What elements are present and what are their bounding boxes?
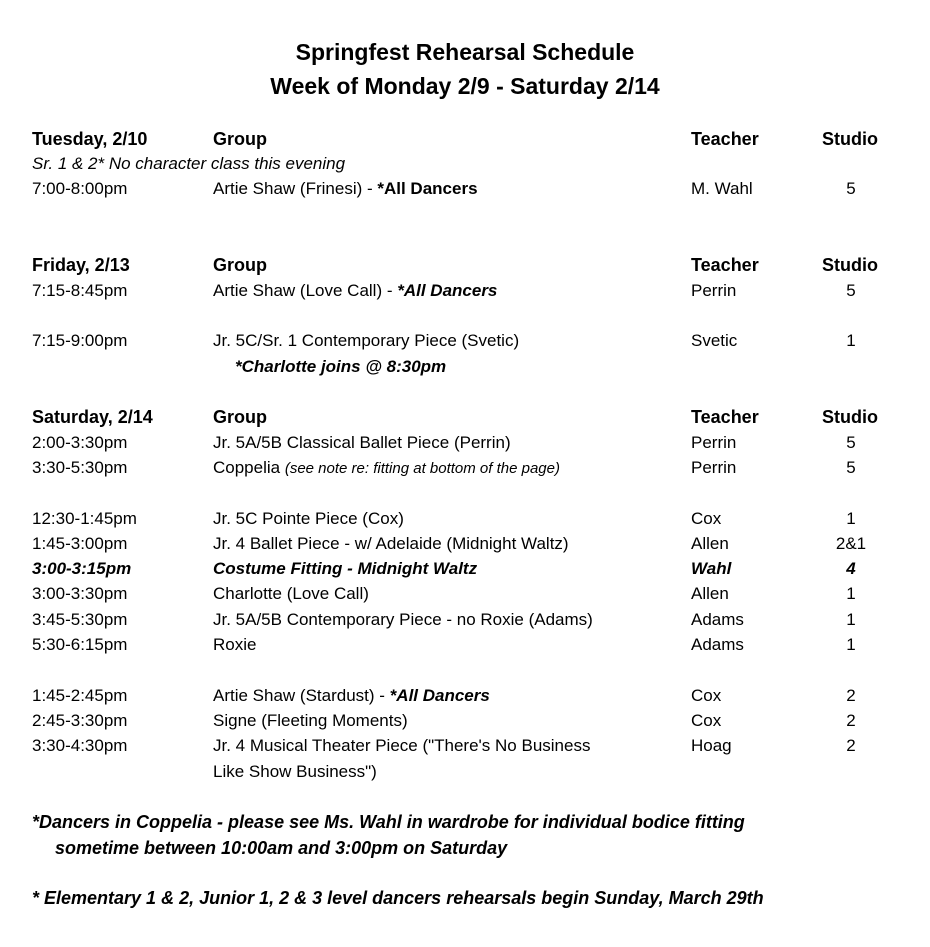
schedule-row — [0, 177, 930, 201]
footnote-row — [0, 836, 930, 860]
row-teacher: Adams — [691, 635, 744, 654]
footnote-row — [0, 886, 930, 910]
row-teacher: Perrin — [691, 281, 737, 300]
row-group: Jr. 4 Ballet Piece - w/ Adelaide (Midnight Waltz) — [213, 534, 569, 553]
sub-note-row — [0, 355, 930, 379]
row-group: Charlotte (Love Call) — [213, 584, 369, 603]
row-time: 7:15-8:45pm — [32, 281, 128, 300]
row-group — [213, 456, 560, 481]
row-studio: 4 — [846, 559, 856, 578]
schedule-row — [0, 279, 930, 303]
row-studio: 1 — [846, 610, 856, 629]
row-studio: 5 — [846, 458, 856, 477]
row-time: 3:00-3:15pm — [32, 559, 132, 578]
row-teacher: Hoag — [691, 736, 732, 755]
group-text: Artie Shaw (Stardust) - — [213, 686, 390, 705]
row-time: 3:45-5:30pm — [32, 610, 128, 629]
row-studio: 2&1 — [835, 534, 867, 553]
row-group: Jr. 5C/Sr. 1 Contemporary Piece (Svetic) — [213, 331, 520, 350]
group-text: Artie Shaw (Love Call) - — [213, 281, 398, 300]
tuesday-note: Sr. 1 & 2* No character class this evening — [32, 154, 346, 173]
row-studio: 1 — [846, 635, 856, 654]
row-teacher: Cox — [691, 509, 722, 528]
row-teacher: Cox — [691, 711, 722, 730]
row-teacher: Svetic — [691, 331, 738, 350]
group-column-header: Group — [213, 255, 267, 275]
row-time: 2:00-3:30pm — [32, 433, 128, 452]
row-teacher: Allen — [691, 534, 729, 553]
row-time: 3:30-4:30pm — [32, 736, 128, 755]
row-group: Jr. 5C Pointe Piece (Cox) — [213, 509, 404, 528]
schedule-row — [0, 532, 930, 556]
coppelia-footnote: *Dancers in Coppelia - please see Ms. Wahl in wardrobe for individual bodice fitting — [32, 812, 745, 832]
group-text: Coppelia — [213, 458, 285, 477]
schedule-row — [0, 633, 930, 657]
studio-column-header: Studio — [822, 407, 878, 427]
row-studio: 1 — [846, 584, 856, 603]
row-group: Costume Fitting - Midnight Waltz — [213, 559, 478, 578]
row-time: 1:45-2:45pm — [32, 686, 128, 705]
day-heading: Friday, 2/13 — [32, 255, 130, 275]
group-emphasis: *All Dancers — [377, 179, 478, 198]
row-teacher: Cox — [691, 686, 722, 705]
schedule-row — [0, 684, 930, 708]
group-emphasis: *All Dancers — [397, 281, 498, 300]
day-heading: Saturday, 2/14 — [32, 407, 153, 427]
row-group: Jr. 4 Musical Theater Piece ("There's No Business — [213, 736, 591, 755]
row-teacher: Perrin — [691, 458, 737, 477]
costume-fitting-row — [0, 557, 930, 581]
schedule-row — [0, 582, 930, 606]
row-teacher: Allen — [691, 584, 729, 603]
row-group: Signe (Fleeting Moments) — [213, 711, 408, 730]
row-time: 7:00-8:00pm — [32, 179, 128, 198]
row-group — [213, 684, 490, 708]
schedule-row — [0, 329, 930, 353]
row-studio: 2 — [846, 736, 856, 755]
row-studio: 5 — [846, 281, 856, 300]
schedule-row — [0, 709, 930, 733]
row-studio: 5 — [846, 433, 856, 452]
schedule-row — [0, 456, 930, 480]
studio-column-header: Studio — [822, 255, 878, 275]
friday-header-row — [0, 253, 930, 277]
schedule-subtitle: Week of Monday 2/9 - Saturday 2/14 — [270, 73, 660, 99]
group-emphasis: *All Dancers — [389, 686, 490, 705]
tuesday-header-row — [0, 127, 930, 151]
row-teacher: Wahl — [691, 559, 732, 578]
row-time: 3:30-5:30pm — [32, 458, 128, 477]
row-teacher: Adams — [691, 610, 744, 629]
row-time: 2:45-3:30pm — [32, 711, 128, 730]
row-group: Jr. 5A/5B Classical Ballet Piece (Perrin) — [213, 433, 511, 452]
schedule-row — [0, 431, 930, 455]
row-studio: 2 — [846, 711, 856, 730]
row-teacher: M. Wahl — [691, 179, 753, 198]
schedule-row — [0, 608, 930, 632]
teacher-column-header: Teacher — [691, 255, 759, 275]
group-column-header: Group — [213, 407, 267, 427]
row-group-continuation: Like Show Business") — [213, 762, 377, 781]
row-group: Jr. 5A/5B Contemporary Piece - no Roxie (Adams) — [213, 610, 593, 629]
row-studio: 1 — [846, 509, 856, 528]
row-group — [213, 279, 497, 303]
teacher-column-header: Teacher — [691, 129, 759, 149]
row-time: 7:15-9:00pm — [32, 331, 128, 350]
studio-column-header: Studio — [822, 129, 878, 149]
row-studio: 1 — [846, 331, 856, 350]
elementary-footnote: * Elementary 1 & 2, Junior 1, 2 & 3 level dancers rehearsals begin Sunday, March 29th — [32, 888, 764, 908]
group-note: (see note re: fitting at bottom of the page) — [284, 460, 560, 477]
row-time: 5:30-6:15pm — [32, 635, 128, 654]
row-studio: 5 — [846, 179, 856, 198]
row-time: 3:00-3:30pm — [32, 584, 128, 603]
teacher-column-header: Teacher — [691, 407, 759, 427]
row-time: 1:45-3:00pm — [32, 534, 128, 553]
schedule-row — [0, 734, 930, 758]
note-row — [0, 152, 930, 176]
charlotte-note: *Charlotte joins @ 8:30pm — [235, 357, 447, 376]
coppelia-footnote-cont: sometime between 10:00am and 3:00pm on Saturday — [55, 838, 508, 858]
group-text: Artie Shaw (Frinesi) - — [213, 179, 378, 198]
row-teacher: Perrin — [691, 433, 737, 452]
schedule-row-continuation — [0, 760, 930, 784]
row-group: Roxie — [213, 635, 257, 654]
group-column-header: Group — [213, 129, 267, 149]
schedule-title: Springfest Rehearsal Schedule — [295, 39, 635, 65]
row-studio: 2 — [846, 686, 856, 705]
row-time: 12:30-1:45pm — [32, 509, 137, 528]
day-heading: Tuesday, 2/10 — [32, 129, 148, 149]
schedule-row — [0, 507, 930, 531]
row-group — [213, 177, 478, 201]
footnote-row — [0, 810, 930, 834]
saturday-header-row — [0, 405, 930, 429]
